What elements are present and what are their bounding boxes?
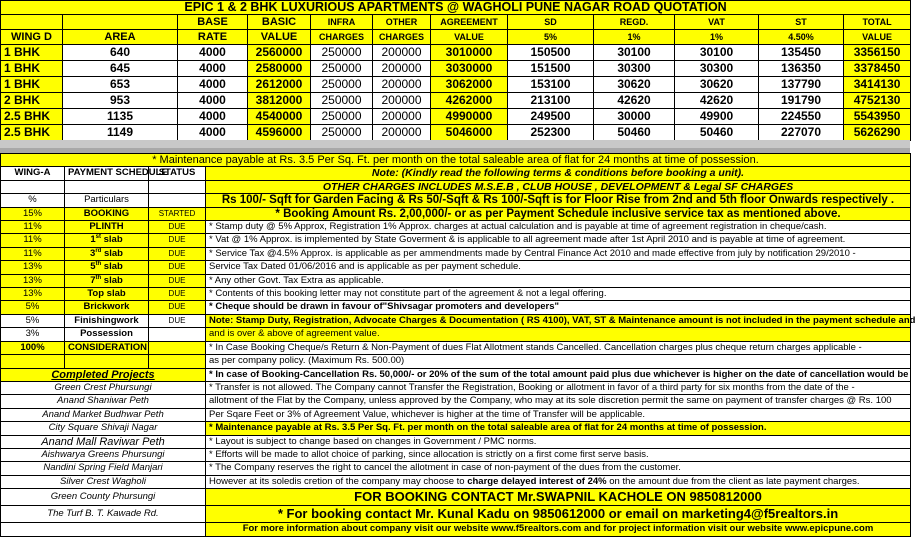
note-line: * Stamp duty @ 5% Approx, Registration 1% Approx. charges at actual calculation and is payable at time of agreement registration in cheque/cash. [206, 221, 911, 234]
cell-rate: 4000 [178, 125, 248, 141]
price-row [1, 61, 911, 77]
schedule-milestone: PLINTH [65, 221, 149, 234]
price-row [1, 45, 911, 61]
cell-agreement: 4990000 [431, 109, 508, 125]
project-item: Green Crest Phursungi [1, 381, 206, 394]
project-item: Aishwarya Greens Phursungi [1, 448, 206, 461]
cell-type: 1 BHK [1, 77, 63, 93]
cell-agreement: 3010000 [431, 45, 508, 61]
cell-infra: 250000 [311, 109, 373, 125]
note-line: Service Tax Dated 01/06/2016 and is applicable as per payment schedule. [206, 261, 911, 274]
cell-total: 4752130 [844, 93, 911, 109]
cell-agreement: 4262000 [431, 93, 508, 109]
schedule-milestone: Top slab [65, 288, 149, 301]
cell-sd: 213100 [508, 93, 594, 109]
cell-vat: 49900 [675, 109, 759, 125]
cell-area: 640 [63, 45, 178, 61]
cell-other: 200000 [373, 109, 431, 125]
project-item: Green County Phursungi [1, 489, 206, 506]
cell-infra: 250000 [311, 61, 373, 77]
schedule-row [1, 288, 911, 301]
price-row [1, 77, 911, 93]
schedule-status: DUE [149, 314, 206, 327]
schedule-milestone: 3rd slab [65, 247, 149, 260]
cell-area: 653 [63, 77, 178, 93]
schedule-milestone: Brickwork [65, 301, 149, 314]
cell-vat: 42620 [675, 93, 759, 109]
cell-rate: 4000 [178, 93, 248, 109]
cell-st: 135450 [759, 45, 844, 61]
schedule-percent: 13% [1, 274, 65, 287]
schedule-percent: 15% [1, 207, 65, 220]
cell-agreement: 3062000 [431, 77, 508, 93]
price-row [1, 109, 911, 125]
project-item: City Square Shivaji Nagar [1, 422, 206, 435]
cell-vat: 50460 [675, 125, 759, 141]
cell-type: 2.5 BHK [1, 109, 63, 125]
cell-type: 1 BHK [1, 61, 63, 77]
schedule-status: DUE [149, 221, 206, 234]
cell-basic: 2612000 [248, 77, 311, 93]
schedule-percent: 3% [1, 328, 65, 341]
schedule-status: DUE [149, 261, 206, 274]
cell-other: 200000 [373, 125, 431, 141]
note-line: * Contents of this booking letter may not constitute part of the agreement & not a legal offering. [206, 288, 911, 301]
schedule-row [1, 247, 911, 260]
schedule-percent: 11% [1, 234, 65, 247]
consideration-pct: 100% [1, 341, 65, 354]
cell-basic: 4540000 [248, 109, 311, 125]
other-charges: OTHER CHARGES INCLUDES M.S.E.B , CLUB HOUSE , DEVELOPMENT & Legal SF CHARGES [206, 180, 911, 193]
note-line: * Any other Govt. Tax Extra as applicable. [206, 274, 911, 287]
cell-infra: 250000 [311, 45, 373, 61]
schedule-row [1, 328, 911, 341]
cell-total: 3356150 [844, 45, 911, 61]
cell-total: 5626290 [844, 125, 911, 141]
schedule-milestone: 1st slab [65, 234, 149, 247]
cell-st: 224550 [759, 109, 844, 125]
header-row-1: BASE BASIC INFRA OTHER AGREEMENT SD REGD. VAT ST TOTAL [1, 15, 911, 30]
cell-sd: 151500 [508, 61, 594, 77]
cell-sd: 252300 [508, 125, 594, 141]
schedule-milestone: BOOKING [65, 207, 149, 220]
cell-st: 191790 [759, 93, 844, 109]
schedule-status: DUE [149, 247, 206, 260]
booking-amount: * Booking Amount Rs. 2,00,000/- or as per Payment Schedule inclusive service tax as mentioned above. [206, 207, 911, 220]
cell-agreement: 5046000 [431, 125, 508, 141]
price-row [1, 125, 911, 141]
schedule-percent: 13% [1, 288, 65, 301]
cell-regd: 30100 [594, 45, 675, 61]
project-item: Anand Shaniwar Peth [1, 395, 206, 408]
schedule-percent: 5% [1, 301, 65, 314]
schedule-milestone: Finishingwork [65, 314, 149, 327]
cell-st: 137790 [759, 77, 844, 93]
cell-infra: 250000 [311, 93, 373, 109]
cell-total: 3378450 [844, 61, 911, 77]
schedule-milestone: Possession [65, 328, 149, 341]
cell-infra: 250000 [311, 77, 373, 93]
schedule-row [1, 274, 911, 287]
schedule-milestone: 5th slab [65, 261, 149, 274]
maintenance-banner: * Maintenance payable at Rs. 3.5 Per Sq. Ft. per month on the total saleable area of flat for 24 months at time of possession. [1, 154, 911, 167]
header-row-2: WING D AREA RATE VALUE CHARGES CHARGES VALUE 5% 1% 1% 4.50% VALUE [1, 30, 911, 45]
project-item: Silver Crest Wagholi [1, 475, 206, 488]
note-line: and is over & above of agreement value. [206, 328, 911, 341]
consideration-label: CONSIDERATION [65, 341, 149, 354]
cell-rate: 4000 [178, 109, 248, 125]
cell-basic: 2560000 [248, 45, 311, 61]
cell-regd: 30000 [594, 109, 675, 125]
schedule-status: STARTED [149, 207, 206, 220]
cell-rate: 4000 [178, 45, 248, 61]
note-line: * Service Tax @4.5% Approx. is applicable as per ammendments made by Central Finance Act 2010 and made effective from july by notification 29/2010 - [206, 247, 911, 260]
note-line: * Vat @ 1% Approx. is implemented by State Goverment & is applicable to all agreement made after 1st April 2010 and is payable at time of agreement. [206, 234, 911, 247]
note-line: * Cheque should be drawn in favour of"Shivsagar promoters and developers" [206, 301, 911, 314]
cell-other: 200000 [373, 77, 431, 93]
schedule-percent: 11% [1, 221, 65, 234]
cell-regd: 30620 [594, 77, 675, 93]
terms-table: * Maintenance payable at Rs. 3.5 Per Sq. Ft. per month on the total saleable area of flat for 24 months at time of possession. WING-A PAYMENT SCHEDULE STATUS Note: (Kindly read the following terms & conditions before booking a unit). OTHER CHARGES INCLUDES M.S.E.B , CLUB HOUSE , DEVELOPMENT & Legal SF CHARGES % Particulars Rs 100/- Sqft for Garden Facing & Rs 50/-Sqft & Rs 100/-Sqft is for Floor Rise from 2nd and 5th floor Onwards respectively . 15% BOOKING STARTED * Booking Amount Rs. 2,00,000/- or as per Payment Schedule inclusive service tax as mentioned above. 11% PLINTH DUE * Stamp duty @ 5% Approx, Registration 1% Approx. charges at actual calculation and is payable at time of agreement registration in cheque/cash. 11% 1st slab DUE * Vat @ 1% Approx. is implemented by State Goverment & is applicable to all agreement made after 1st April 2010 and is payable at time of agreement. 11% 3rd slab DUE * Service Tax @4.5% Approx. is applicable as per ammendments made by Central Finance Act 2010 and made effective from july by notification 29/2010 - 13% 5th slab DUE Service Tax Dated 01/06/2016 and is applicable as per payment schedule. 13% 7th slab DUE * Any other Govt. Tax Extra as applicable. 13% Top slab DUE * Contents of this booking letter may not constitute part of the agreement & not a legal offering. 5% Brickwork DUE * Cheque should be drawn in favour of"Shivsagar promoters and developers" 5% Finishingwork DUE Note: Stamp Duty, Registration, Advocate Charges & Documentation ( RS 4100), VAT, ST & Maintenance amount is not included in the payment schedule and 3% Possession and is over & above of agreement value. 100% CONSIDERATION * In Case Booking Cheque/s Return & Non-Payment of dues Flat Allotment stands Cancelled. Cancellation charges plus cheque return charges applicable - as per company policy. (Maximum Rs. 500.00) Completed Projects * In case of Booking-Cancellation Rs. 50,000/- or 20% of the sum of the total amount paid plus due whichever is higher on the date of cancellation would be Green Crest Phursungi * Transfer is not allowed. The Company cannot Transfer the Registration, Booking or allotment in favor of a third party for six months from the date of the - Anand Shaniwar Peth allotment of the Flat by the Company, unless approved by the Company, who may at its sole discretion permit the same on payment of transfer charges @ Rs. 100 Anand Market Budhwar Peth Per Sqare Feet or 3% of Agreement Value, whichever is higher at the time of Transfer will be applicable. City Square Shivaji Nagar * Maintenance payable at Rs. 3.5 Per Sq. Ft. per month on the total saleable area of flat for 24 months at time of possession. Anand Mall Raviwar Peth * Layout is subject to change based on changes in Government / PMC norms. Aishwarya Greens Phursungi * Efforts will be made to allot choice of parking, since allocation is strictly on a first come first serve basis. Nandini Spring Field Manjari * The Company reserves the right to cancel the allotment in case of non-payment of the dues from the customer. Silver Crest Wagholi However at its soledis cretion of the company may choose to charge delayed interest of 24% on the amount due from the client as late payment charges. Green County Phursungi FOR BOOKING CONTACT Mr.SWAPNIL KACHOLE ON 9850812000 The Turf B. T. Kawade Rd. * For booking contact Mr. Kunal Kadu on 9850612000 or email on marketing4@f5realtors.in For more information about company visit our website www.f5realtors.com and for project information visit our website www.epicpune.com [0, 153, 911, 537]
schedule-row [1, 301, 911, 314]
completed-projects-title: Completed Projects [1, 368, 206, 381]
schedule-row [1, 234, 911, 247]
schedule-percent: 13% [1, 261, 65, 274]
cell-total: 3414130 [844, 77, 911, 93]
contact-swapnil: FOR BOOKING CONTACT Mr.SWAPNIL KACHOLE ON 9850812000 [206, 489, 911, 506]
cell-vat: 30100 [675, 45, 759, 61]
note-title: Note: (Kindly read the following terms & conditions before booking a unit). [206, 167, 911, 180]
cell-regd: 50460 [594, 125, 675, 141]
schedule-milestone: 7th slab [65, 274, 149, 287]
page-title: EPIC 1 & 2 BHK LUXURIOUS APARTMENTS @ WAGHOLI PUNE NAGAR ROAD QUOTATION [1, 1, 911, 15]
schedule-percent: 5% [1, 314, 65, 327]
cell-st: 227070 [759, 125, 844, 141]
project-item: Anand Mall Raviwar Peth [1, 435, 206, 448]
cell-basic: 4596000 [248, 125, 311, 141]
cell-other: 200000 [373, 45, 431, 61]
project-item: The Turf B. T. Kawade Rd. [1, 506, 206, 523]
note-line: Note: Stamp Duty, Registration, Advocate Charges & Documentation ( RS 4100), VAT, ST & Maintenance amount is not included in the payment schedule and [206, 314, 911, 327]
cell-sd: 150500 [508, 45, 594, 61]
interest-note: However at its soledis cretion of the company may choose to charge delayed interest of 24% on the amount due from the client as late payment charges. [206, 475, 911, 488]
cell-total: 5543950 [844, 109, 911, 125]
schedule-status: DUE [149, 301, 206, 314]
price-row [1, 93, 911, 109]
project-item: Nandini Spring Field Manjari [1, 462, 206, 475]
cell-basic: 3812000 [248, 93, 311, 109]
schedule-row [1, 314, 911, 327]
cell-rate: 4000 [178, 61, 248, 77]
floor-rise: Rs 100/- Sqft for Garden Facing & Rs 50/-Sqft & Rs 100/-Sqft is for Floor Rise from 2nd and 5th floor Onwards respectively . [206, 194, 911, 207]
cell-other: 200000 [373, 93, 431, 109]
schedule-row [1, 221, 911, 234]
cell-area: 645 [63, 61, 178, 77]
schedule-status: DUE [149, 234, 206, 247]
cell-area: 953 [63, 93, 178, 109]
project-item: Anand Market Budhwar Peth [1, 408, 206, 421]
schedule-row [1, 207, 911, 220]
cell-area: 1149 [63, 125, 178, 141]
cell-rate: 4000 [178, 77, 248, 93]
cell-type: 1 BHK [1, 45, 63, 61]
cell-type: 2.5 BHK [1, 125, 63, 141]
schedule-status: DUE [149, 288, 206, 301]
cell-type: 2 BHK [1, 93, 63, 109]
cell-infra: 250000 [311, 125, 373, 141]
cell-regd: 30300 [594, 61, 675, 77]
cell-vat: 30300 [675, 61, 759, 77]
cell-st: 136350 [759, 61, 844, 77]
cell-regd: 42620 [594, 93, 675, 109]
cell-agreement: 3030000 [431, 61, 508, 77]
cell-area: 1135 [63, 109, 178, 125]
cell-other: 200000 [373, 61, 431, 77]
price-table [0, 0, 911, 141]
cell-vat: 30620 [675, 77, 759, 93]
schedule-row [1, 261, 911, 274]
schedule-status [149, 328, 206, 341]
cell-sd: 153100 [508, 77, 594, 93]
cell-basic: 2580000 [248, 61, 311, 77]
cell-sd: 249500 [508, 109, 594, 125]
schedule-percent: 11% [1, 247, 65, 260]
schedule-status: DUE [149, 274, 206, 287]
contact-kunal: * For booking contact Mr. Kunal Kadu on 9850612000 or email on marketing4@f5realtors.in [206, 506, 911, 523]
footer-info: For more information about company visit our website www.f5realtors.com and for project information visit our website www.epicpune.com [206, 523, 911, 536]
